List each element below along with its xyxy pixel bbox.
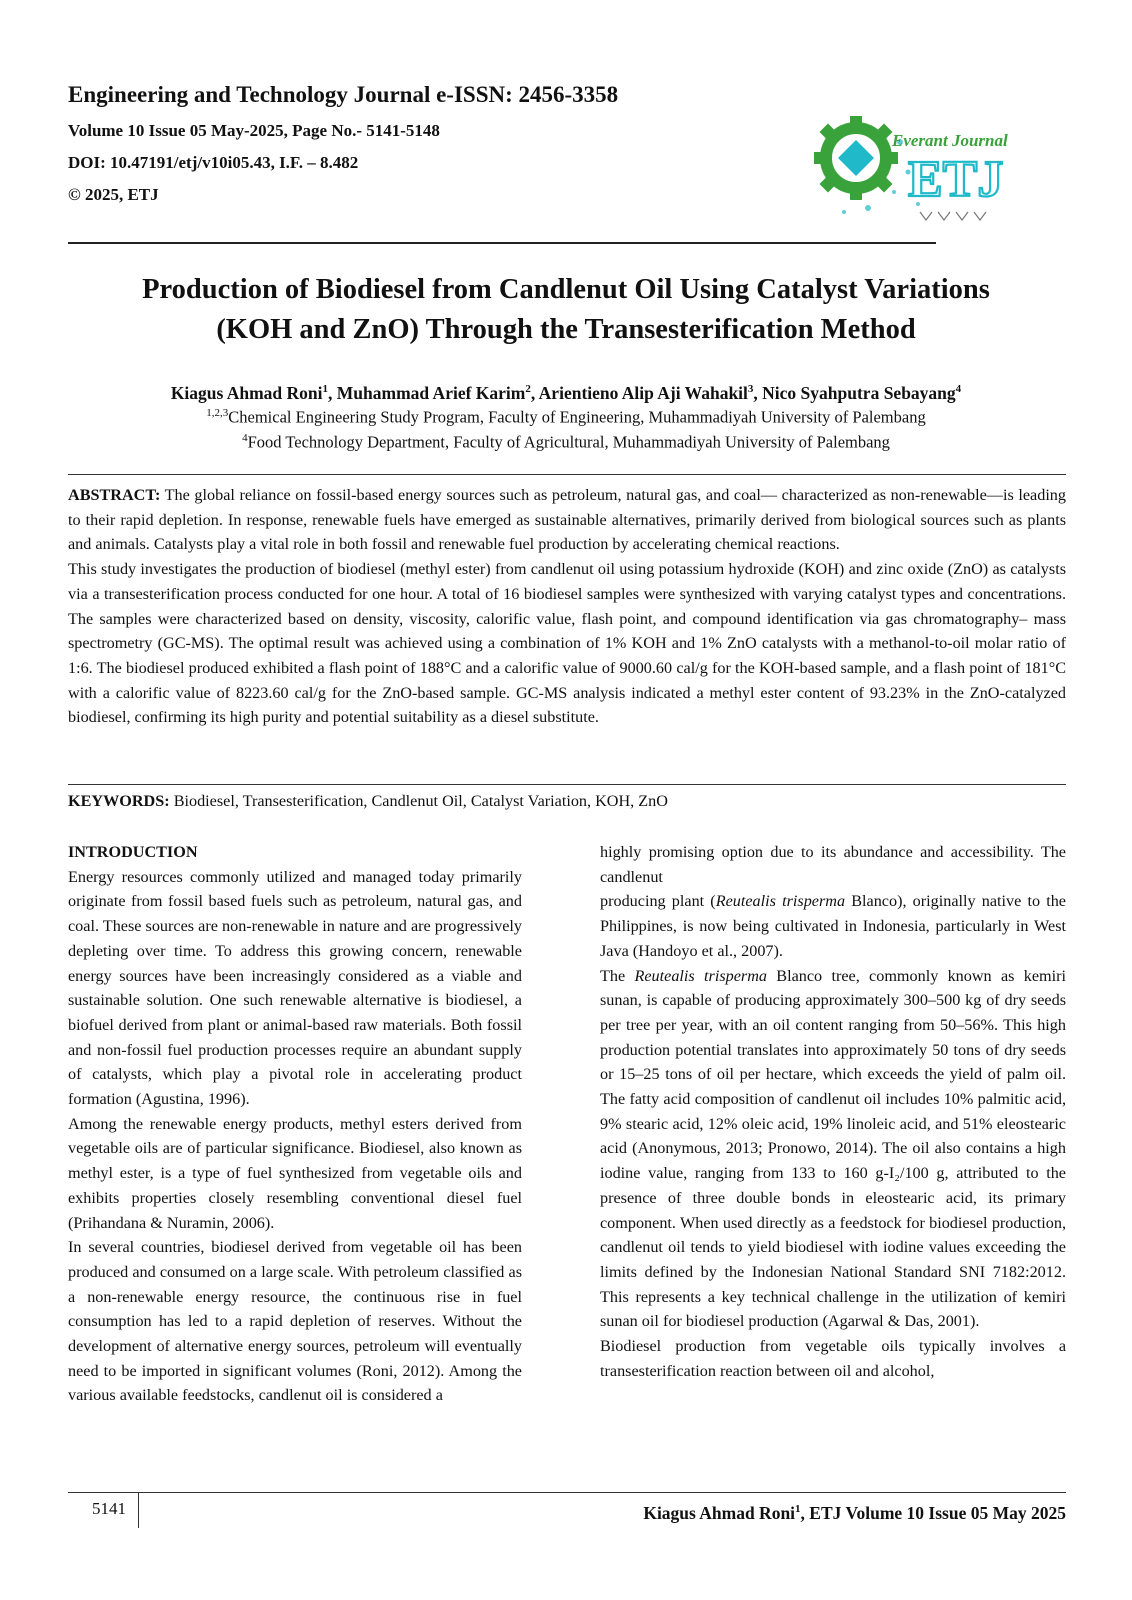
running-footer — [643, 1498, 1066, 1524]
author-list: Kiagus Ahmad Roni$^1$, Muhammad Arief Karim$^2$, Arientieno Alip Aji Wahakil$^3$, Nico Syahputra Sebayang$^4$ — [170, 382, 962, 403]
affiliation-1 — [60, 402, 1072, 429]
column-right — [600, 840, 1066, 1383]
body-text: The — [600, 966, 635, 985]
abstract-text-1: The global reliance on fossil-based energy sources such as petroleum, natural gas, and coal— characterized as non-renewable—is leading to their rapid depletion. In response, renewable fuels have emerged as sustainable alternatives, primarily derived from biological sources such as plants and animals. Catalysts play a vital role in both fossil and renewable fuel production by accelerating chemical reactions. — [68, 486, 1066, 554]
author-sup: 3 — [747, 383, 754, 395]
affiliation-2 — [60, 427, 1072, 454]
abstract-top-rule — [68, 474, 1066, 475]
species-name: Reutealis trisperma — [715, 892, 846, 911]
body-paragraph: Biodiesel production from vegetable oils typically involves a transesterification reaction between oil and alcohol, — [600, 1337, 1066, 1380]
body-paragraph — [600, 964, 1066, 1335]
affiliation-sup: 4 — [242, 432, 248, 444]
body-paragraph: In several countries, biodiesel derived from vegetable oil has been produced and consumed on a large scale. With petroleum classified as a non-renewable energy resource, the continuous rise in fuel consumption has led to a rapid depletion of reserves. Without the development of alternative energy sources, petroleum will eventually need to be imported in significant volumes (Roni, 2012). Among the various available feedstocks, candlenut oil is considered a — [68, 1238, 522, 1405]
footer-divider — [138, 1492, 139, 1528]
paper-title-line-2: (KOH and ZnO) Through the Transesterification Method — [216, 314, 916, 345]
author-sup: 1 — [322, 383, 329, 395]
keywords-text: Biodiesel, Transesterification, Candlenut Oil, Catalyst Variation, KOH, ZnO — [169, 792, 668, 810]
affiliation-text: Food Technology Department, Faculty of Agricultural, Muhammadiyah University of Palembang — [247, 432, 890, 452]
running-footer-sup: 1 — [795, 1503, 801, 1515]
paper-title-line-1: Production of Biodiesel from Candlenut Oil Using Catalyst Variations — [142, 274, 990, 305]
author-name: Nico Syahputra Sebayang — [762, 382, 956, 403]
body-text: Blanco), originally native to the Philippines, is now being cultivated in Indonesia, particularly in West Java (Handoyo et al., 2007). — [600, 892, 1066, 960]
author-name: Muhammad Arief Karim — [336, 382, 526, 403]
journal-doi-line: DOI: 10.47191/etj/v10i05.43, I.F. – 8.482 — [68, 153, 359, 172]
page-number: 5141 — [92, 1499, 126, 1518]
body-paragraph: highly promising option due to its abundance and accessibility. The candlenut — [600, 843, 1066, 886]
abstract-paragraph-2: This study investigates the production of biodiesel (methyl ester) from candlenut oil using potassium hydroxide (KOH) and zinc oxide (ZnO) as catalysts via a transesterification process conducted for one hour. A total of 16 biodiesel samples were synthesized with varying catalyst types and concentrations. The samples were characterized based on density, viscosity, calorific value, flash point, and compound identification via gas chromatography– mass spectrometry (GC-MS). The optimal result was achieved using a combination of 1% KOH and 1% ZnO catalysts with a methanol-to-oil molar ratio of 1:6. The biodiesel produced exhibited a flash point of 188°C and a calorific value of 9000.60 cal/g for the KOH-based sample, and a flash point of 181°C with a calorific value of 8223.60 cal/g for the ZnO-based sample. GC-MS analysis indicated a methyl ester content of 93.23% in the ZnO-catalyzed biodiesel, confirming its high purity and potential suitability as a diesel substitute. — [68, 560, 1066, 727]
section-heading-introduction: INTRODUCTION — [68, 843, 198, 861]
column-left — [68, 840, 522, 1408]
logo-gear-icon — [814, 116, 898, 200]
author-sup: 2 — [525, 383, 531, 395]
running-footer-rest: , ETJ Volume 10 Issue 05 May 2025 — [800, 1502, 1066, 1523]
journal-title: Engineering and Technology Journal e-ISSN: 2456-3358 — [68, 82, 619, 107]
affiliation-text: Chemical Engineering Study Program, Faculty of Engineering, Muhammadiyah University of Palembang — [228, 407, 926, 427]
abstract-bottom-rule — [68, 784, 1066, 785]
keywords-label: KEYWORDS: — [68, 792, 170, 810]
journal-copyright: © 2025, ETJ — [68, 185, 159, 204]
running-footer-author: Kiagus Ahmad Roni — [643, 1502, 796, 1523]
paper-title — [60, 270, 1072, 350]
abstract-label: ABSTRACT: — [68, 486, 161, 504]
header-rule — [68, 242, 936, 244]
body-paragraph — [600, 889, 1066, 963]
abstract-paragraph-1 — [68, 483, 1066, 557]
species-name: Reutealis trisperma — [634, 966, 767, 985]
body-text: Blanco tree, commonly known as kemiri sunan, is capable of producing approximately 300–500 kg of dry seeds per tree per year, with an oil content ranging from 50–56%. This high production potential translates into approximately 50 tons of dry seeds or 15–25 tons of oil per hectare, which exceeds the yield of palm oil. The fatty acid composition of candlenut oil includes 10% palmitic acid, 9% stearic acid, 12% oleic acid, 19% linoleic acid, and 51% eleostearic acid (Anonymous, 2013; Pronowo, 2014). The oil also contains a high iodine value, ranging from 133 to 160 g-I₂/100 g, attributed to the presence of three double bonds in eleostearic acid, its primary component. When used directly as a feedstock for biodiesel production, candlenut oil tends to yield biodiesel with iodine values exceeding the limits defined by the Indonesian National Standard SNI 7182:2012. This represents a key technical challenge in the utilization of kemiri sunan oil for biodiesel production (Agarwal & Das, 2001). — [600, 966, 1067, 1331]
author-sup: 4 — [955, 383, 962, 395]
journal-logo — [808, 112, 1026, 230]
author-name: Kiagus Ahmad Roni — [170, 382, 323, 403]
logo-arrow-marks — [920, 212, 986, 220]
logo-etj-letters: ETJ — [908, 151, 1004, 208]
abstract — [68, 483, 1066, 730]
keywords — [68, 790, 1066, 812]
body-paragraph: Among the renewable energy products, methyl esters derived from vegetable oils are of particular significance. Biodiesel, also known as methyl ester, is a type of fuel synthesized from vegetable oils and exhibits properties closely resembling conventional diesel fuel (Prihandana & Nuramin, 2006). — [68, 1114, 522, 1232]
journal-volume-line: Volume 10 Issue 05 May-2025, Page No.- 5141-5148 — [68, 121, 440, 140]
author-name: Arientieno Alip Aji Wahakil — [538, 382, 748, 403]
body-paragraph: Energy resources commonly utilized and managed today primarily originate from fossil based fuels such as petroleum, natural gas, and coal. These sources are non-renewable in nature and are progressively depleting over time. To address this growing concern, renewable energy sources have been increasingly considered as a viable and sustainable solution. One such renewable alternative is biodiesel, a biofuel derived from plant or animal-based raw materials. Both fossil and non-fossil fuel production processes require an abundant supply of catalysts, which play a pivotal role in accelerating product formation (Agustina, 1996). — [68, 867, 522, 1109]
body-text: producing plant ( — [600, 892, 716, 911]
logo-journal-text: Everant Journal — [892, 131, 1008, 150]
footer-rule — [68, 1492, 1066, 1493]
affiliation-sup: 1,2,3 — [206, 407, 229, 419]
journal-header — [68, 80, 788, 206]
